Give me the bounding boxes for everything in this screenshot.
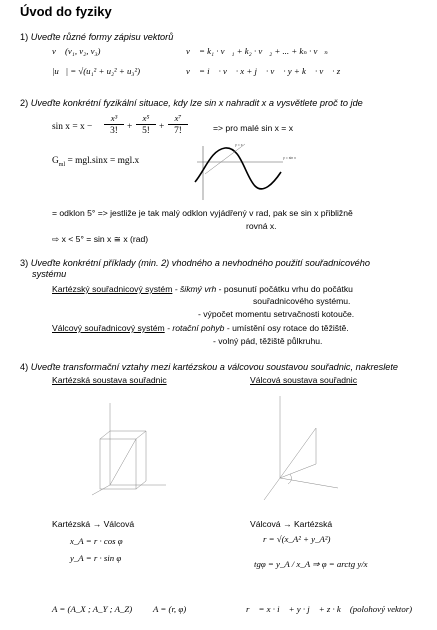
gml-rest: = mgl.sinx = mgl.x xyxy=(67,156,140,166)
question-text: Uveďte konkrétní příklady (min. 2) vhodného a nevhodného použití souřadnicového xyxy=(30,258,370,268)
question-3-cont: systému xyxy=(32,269,67,279)
fraction-numerator: x³ xyxy=(104,113,124,125)
fraction-denominator: 3! xyxy=(110,126,118,136)
question-1 xyxy=(20,32,173,42)
taylor-lhs: sin x = x − xyxy=(52,122,93,132)
xa-formula: x_A = r · cos φ xyxy=(70,536,123,546)
cyl-to-cart-title: Válcová → Kartézská xyxy=(250,519,333,529)
taylor-term-1 xyxy=(104,113,124,137)
gml-formula xyxy=(52,156,139,168)
cartesian-system-label: Kartézský souřadnicový systém xyxy=(52,284,173,294)
gml-subscript: ml xyxy=(58,161,66,168)
example-text: - umístění osy rotace do těžiště. xyxy=(224,323,349,333)
position-vector-formula: r⃗ = x · i⃗ + y · j⃗ + z · k⃗ (polohový vektor) xyxy=(246,604,413,614)
fraction-numerator: x⁷ xyxy=(168,113,188,125)
graph-label-top: y = x xyxy=(235,143,243,147)
r-formula: r = √(x_A² + y_A²) xyxy=(263,534,331,544)
question-number: 4) xyxy=(20,362,29,372)
formula-text: |u⃗| = √(u₁² + u₂² + u₃²) xyxy=(52,66,141,76)
odklon-line-3: ⇨ x < 5° = sin x ≅ x (rad) xyxy=(52,234,149,244)
cylindrical-point-notation: A = (r, φ) xyxy=(153,604,187,614)
small-angle-note: => pro malé sin x = x xyxy=(213,123,294,133)
cylindrical-heading: Válcová soustava souřadnic xyxy=(250,375,358,385)
example-name: - šikmý vrh xyxy=(172,284,217,294)
x-axis xyxy=(280,478,338,488)
y-axis xyxy=(264,478,280,500)
taylor-term-2 xyxy=(136,113,156,137)
cylindrical-example-line xyxy=(52,323,349,333)
tg-formula: tgφ = y_A / x_A ⇒ φ = arctg y/x xyxy=(254,559,368,569)
vector-formula-linear-combination xyxy=(186,46,328,57)
cylindrical-example-2: - volný pád, těžiště půlkruhu. xyxy=(213,336,323,346)
gml-symbol: G xyxy=(52,156,59,166)
cartesian-coordinate-sketch xyxy=(88,395,168,500)
question-number: 1) xyxy=(20,32,29,42)
formula-text: v⃗ = k₁ · v⃗₁ + k₂ · v⃗₂ + ... + kₙ · v⃗ₙ xyxy=(186,46,328,56)
question-3 xyxy=(20,258,370,268)
vector-formula-unit-vectors xyxy=(186,66,340,76)
example-text: - posunutí počátku vrhu do počátku xyxy=(216,284,353,294)
vector-formula-components xyxy=(52,46,101,56)
plus-sign: + xyxy=(159,122,165,132)
cartesian-point-notation: A = (A_X ; A_Y ; A_Z) xyxy=(52,604,133,614)
position-vector xyxy=(280,428,316,478)
formula-text: v⃗ (v₁, v₂, v₃) xyxy=(52,46,101,56)
box-front xyxy=(100,439,136,489)
question-text: Uveďte různé formy zápisu vektorů xyxy=(30,32,174,42)
vector-formula-magnitude xyxy=(52,66,140,76)
graph-label-right: y = sin x xyxy=(283,156,296,160)
box-top xyxy=(100,431,146,439)
question-text: Uveďte konkrétní fyzikální situace, kdy lze sin x nahradit x a vysvětlete proč to jde xyxy=(30,98,363,108)
question-number: 3) xyxy=(20,258,29,268)
question-number: 2) xyxy=(20,98,29,108)
fraction-denominator: 7! xyxy=(174,126,182,136)
formula-text: v⃗ = i⃗ · v⃗ · x + j⃗ · v⃗ · y + k⃗ · v⃗ · z xyxy=(186,66,341,76)
ya-formula: y_A = r · sin φ xyxy=(70,553,122,563)
cylindrical-coordinate-sketch xyxy=(250,392,340,502)
question-text: Uveďte transformační vztahy mezi kartézskou a válcovou soustavou souřadnic, nakreslete xyxy=(30,362,399,372)
cartesian-example-line xyxy=(52,284,353,294)
example-name: - rotační pohyb xyxy=(164,323,225,333)
cartesian-example-2: - výpočet momentu setrvačnosti kotouče. xyxy=(198,309,355,319)
cylindrical-system-label: Válcový souřadnicový systém xyxy=(52,323,165,333)
question-2 xyxy=(20,98,363,108)
fraction-numerator: x⁵ xyxy=(136,113,156,125)
position-vector xyxy=(110,439,136,485)
question-4 xyxy=(20,362,398,372)
radius-line xyxy=(280,464,316,478)
odklon-line-1: = odklon 5° => jestliže je tak malý odklon vyjádřený v rad, pak se sin x přibližně xyxy=(52,208,353,218)
odklon-line-2: rovná x. xyxy=(246,221,277,231)
taylor-term-3 xyxy=(168,113,188,137)
page-title: Úvod do fyziky xyxy=(20,4,112,19)
angle-arc xyxy=(288,474,292,484)
fraction-denominator: 5! xyxy=(142,126,150,136)
sine-curve xyxy=(195,148,281,189)
cartesian-heading: Kartézská soustava souřadnic xyxy=(52,375,167,385)
cartesian-example-cont: souřadnicového systému. xyxy=(253,296,351,306)
y-axis xyxy=(92,485,110,495)
plus-sign: + xyxy=(127,122,133,132)
cart-to-cyl-title: Kartézská → Válcová xyxy=(52,519,135,529)
sine-approximation-graph xyxy=(185,142,295,202)
